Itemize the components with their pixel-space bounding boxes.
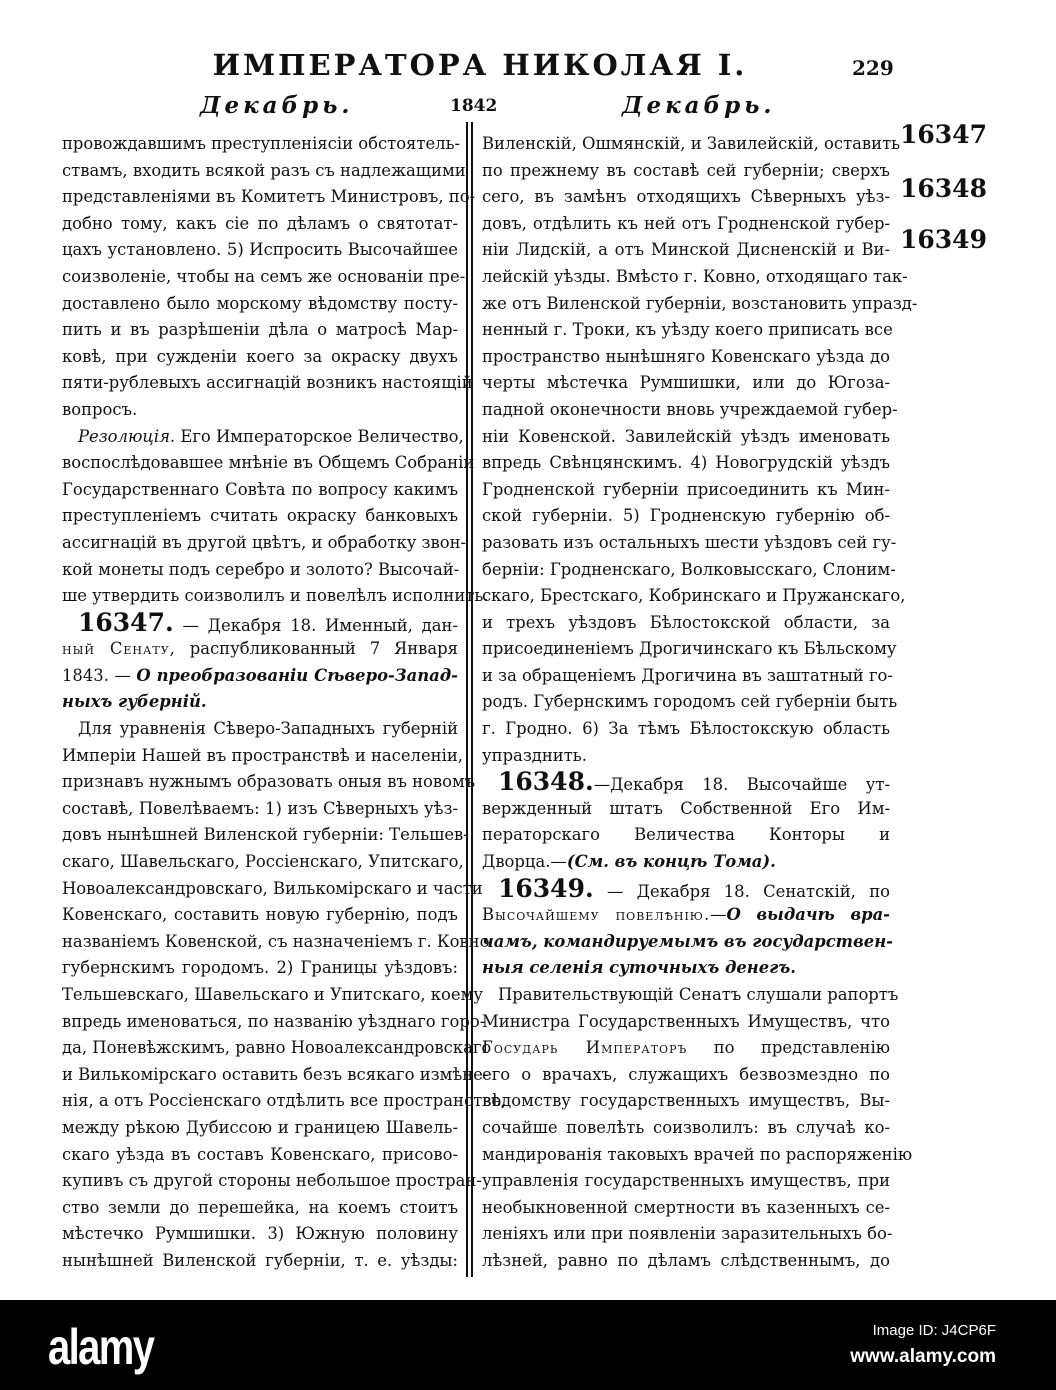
month-left: Декабрь. — [200, 92, 354, 119]
text-line — [62, 1221, 458, 1248]
text-line — [62, 1062, 489, 1089]
month-right: Декабрь. — [622, 92, 776, 119]
running-head-title: ИМПЕРАТОРА НИКОЛАЯ I. — [212, 48, 748, 82]
text-line — [482, 1062, 890, 1089]
margin-number: 16347 — [900, 120, 987, 149]
text-line — [62, 530, 467, 557]
text-segment: цахъ установлено. 5) Испросить Высочайшее — [62, 240, 458, 260]
text-segment: представленіями въ Комитетъ Министровъ, по- — [62, 187, 476, 207]
text-line — [482, 1035, 890, 1062]
text-segment: довъ нынѣшней Виленской губерніи: Тельшев- — [62, 825, 469, 845]
text-segment: Ковенскаго, составить новую губернію, подъ — [62, 905, 458, 925]
text-line — [62, 607, 458, 637]
text-segment: доставлено было морскому вѣдомству посту- — [62, 293, 458, 313]
text-segment: губернскимъ городомъ. 2) Границы уѣздовъ: — [62, 958, 458, 978]
text-segment: вопросъ. — [62, 399, 138, 419]
text-line — [482, 716, 890, 743]
text-line — [62, 424, 464, 451]
text-line — [482, 982, 899, 1009]
text-segment: ство земли до перешейка, на коемъ стоитъ — [62, 1197, 458, 1217]
text-line — [62, 583, 489, 610]
text-line — [482, 583, 906, 610]
text-line — [62, 264, 466, 291]
text-segment: впредь именоваться, по названію уѣзднаго горо- — [62, 1011, 486, 1031]
text-segment: составѣ, Повелѣваемъ: 1) изъ Сѣверныхъ уѣз- — [62, 798, 458, 818]
text-segment: Дворца.— — [482, 852, 567, 872]
text-line — [62, 237, 458, 264]
year: 1842 — [450, 96, 498, 116]
text-segment: же отъ Виленской губерніи, возстановить упразд- — [482, 293, 918, 313]
text-segment: и Вилькомірскаго оставить безъ всякаго измѣне- — [62, 1064, 489, 1084]
text-line — [482, 849, 890, 876]
page-number: 229 — [852, 56, 894, 80]
text-line — [62, 317, 458, 344]
text-segment: кой монеты подъ серебро и золото? Высочай- — [62, 559, 460, 579]
text-segment: купивъ съ другой стороны небольшое простран- — [62, 1171, 482, 1191]
text-segment: и трехъ уѣздовъ Бѣлостокской области, за — [482, 612, 890, 632]
text-segment: мѣстечко Румшишки. 3) Южную половину — [62, 1224, 458, 1244]
text-segment: лейскій уѣзды. Вмѣсто г. Ковно, отходящаго так- — [482, 266, 908, 286]
text-segment: Его Императорское Величество, — [175, 426, 464, 446]
text-segment: сочайше повелѣть соизволилъ: въ случаѣ ко- — [482, 1117, 890, 1137]
text-line — [62, 503, 458, 530]
text-line — [482, 530, 897, 557]
text-segment: — Декабря 18. Именный, дан- — [173, 615, 458, 635]
text-line — [482, 370, 890, 397]
text-line — [482, 610, 890, 637]
text-line — [482, 636, 897, 663]
text-line — [482, 291, 918, 318]
text-line — [62, 902, 458, 929]
text-line — [62, 477, 458, 504]
text-line — [62, 796, 458, 823]
text-segment: скаго, Шавельскаго, Россіенскаго, Упитскаго, — [62, 852, 464, 872]
text-segment: — — [710, 905, 727, 925]
text-line — [482, 424, 890, 451]
text-segment: скаго, Брестскаго, Кобринскаго и Пружанскаго, — [482, 586, 906, 606]
text-segment: ныя селенія суточныхъ денегъ. — [482, 958, 796, 978]
margin-number: 16349 — [900, 225, 987, 254]
watermark-banner — [0, 1300, 1056, 1390]
text-line — [482, 131, 901, 158]
text-line — [482, 796, 890, 823]
alamy-logo: alamy — [48, 1319, 154, 1375]
text-segment: Государственнаго Совѣта по вопросу какимъ — [62, 479, 458, 499]
text-segment: падной оконечности вновь учреждаемой губер- — [482, 399, 898, 419]
decree-number: 16349. — [498, 873, 594, 903]
text-segment: Гродненской губерніи присоединить къ Мин- — [482, 479, 890, 499]
text-segment: необыкновенной смертности въ казенныхъ се- — [482, 1197, 890, 1217]
text-segment: упразднить. — [482, 745, 587, 765]
text-segment: скаго уѣзда въ составъ Ковенскаго, присово- — [62, 1144, 458, 1164]
text-segment: сего, въ замѣнъ отходящихъ Сѣверныхъ уѣз- — [482, 187, 890, 207]
text-line — [482, 503, 890, 530]
text-segment: воспослѣдовавшее мнѣніе въ Общемъ Собраніи — [62, 453, 475, 473]
text-segment: чамъ, командируемымъ въ государствен- — [482, 931, 893, 951]
text-segment: вержденный штатъ Собственной Его Им- — [482, 798, 890, 818]
text-line — [62, 982, 483, 1009]
text-segment: О преобразованіи Сѣверо-Запад- — [136, 665, 458, 685]
text-line — [62, 1009, 486, 1036]
text-segment: г. Гродно. 6) За тѣмъ Бѣлостокскую область — [482, 719, 890, 739]
text-segment: Для уравненія Сѣверо-Западныхъ губерній — [78, 719, 458, 739]
text-segment: черты мѣстечка Румшишки, или до Югоза- — [482, 373, 890, 393]
text-line — [62, 1115, 458, 1142]
text-segment: управленія государственныхъ имуществъ, при — [482, 1171, 890, 1191]
site-url: www.alamy.com — [850, 1346, 996, 1367]
text-segment: ствамъ, входить всякой разъ съ надлежащими — [62, 160, 466, 180]
text-segment: признавъ нужнымъ образовать оныя въ новомъ — [62, 772, 476, 792]
text-segment: 1843. — — [62, 665, 137, 685]
text-segment: —Декабря 18. Высочайше ут- — [593, 775, 890, 795]
text-segment: берніи: Гродненскаго, Волковысскаго, Слоним- — [482, 559, 896, 579]
text-line — [62, 158, 466, 185]
text-line — [482, 317, 893, 344]
text-segment: мандированія таковыхъ врачей по распоряженію — [482, 1144, 913, 1164]
text-segment: Виленскій, Ошмянскій, и Завилейскій, оставить — [482, 134, 901, 153]
text-line — [482, 902, 890, 929]
text-line — [62, 211, 458, 238]
text-line — [482, 822, 890, 849]
text-segment: да, Поневѣжскимъ, равно Новоалександровскаго — [62, 1038, 492, 1058]
text-line — [482, 1088, 890, 1115]
text-line — [62, 184, 476, 211]
decree-number: 16347. — [78, 607, 174, 637]
text-line — [482, 873, 890, 903]
text-segment: лѣзней, равно по дѣламъ слѣдственнымъ, до — [482, 1250, 890, 1270]
text-segment: распубликованный 7 Января — [175, 639, 458, 659]
text-line — [482, 158, 890, 185]
text-line — [482, 264, 908, 291]
text-segment: нынѣшней Виленской губерніи, т. е. уѣзды: — [62, 1250, 458, 1270]
text-line — [482, 689, 898, 716]
text-line — [482, 211, 890, 238]
text-segment: Новоалександровскаго, Вилькомірскаго и части — [62, 878, 483, 898]
text-segment: ныхъ губерній. — [62, 692, 207, 712]
text-line — [62, 291, 458, 318]
text-line — [482, 1168, 890, 1195]
text-segment: ассигнацій въ другой цвѣтъ, и обработку звон- — [62, 532, 467, 552]
text-line — [482, 929, 893, 956]
text-line — [482, 184, 890, 211]
text-line — [62, 370, 473, 397]
text-line — [62, 344, 458, 371]
text-line — [62, 131, 461, 158]
text-line — [62, 849, 464, 876]
text-line — [62, 1142, 458, 1169]
column-divider — [466, 122, 473, 1277]
text-segment: по представленію — [687, 1038, 890, 1058]
text-line — [62, 1195, 458, 1222]
text-segment: между рѣкою Дубиссою и границею Шавель- — [62, 1117, 458, 1137]
text-segment: пяти-рублевыхъ ассигнацій возникъ настоящій — [62, 373, 473, 393]
text-line — [62, 1035, 492, 1062]
text-line — [62, 929, 490, 956]
text-line — [482, 450, 890, 477]
text-line — [482, 237, 890, 264]
text-segment: Имперіи Нашей въ пространствѣ и населеніи, — [62, 745, 463, 765]
text-segment: довъ, отдѣлить къ ней отъ Гродненской губер- — [482, 213, 890, 233]
text-segment: его о врачахъ, служащихъ безвозмездно по — [482, 1064, 890, 1084]
text-segment: ковѣ, при сужденіи коего за окраску двухъ — [62, 346, 458, 366]
text-line — [62, 663, 458, 690]
text-line — [482, 477, 890, 504]
text-segment: Тельшевскаго, Шавельскаго и Упитскаго, коему — [62, 985, 483, 1004]
text-line — [62, 636, 458, 663]
text-segment: присоединеніемъ Дрогичинскаго къ Бѣльскому — [482, 639, 897, 659]
right-column — [482, 131, 918, 1275]
text-segment: ненный г. Троки, къ уѣзду коего приписать все — [482, 320, 893, 340]
text-line — [62, 876, 483, 903]
text-segment: Правительствующій Сенатъ слушали рапортъ — [498, 985, 899, 1004]
text-line — [62, 397, 458, 424]
margin-number: 16348 — [900, 174, 987, 203]
text-line — [482, 663, 893, 690]
text-line — [62, 743, 463, 770]
text-line — [482, 1221, 893, 1248]
text-line — [482, 955, 890, 982]
text-segment: разовать изъ остальныхъ шести уѣздовъ сей гу- — [482, 532, 897, 552]
text-line — [62, 822, 469, 849]
text-line — [482, 397, 898, 424]
text-segment: (См. въ концѣ Тома). — [566, 852, 776, 872]
text-segment: Государь Императоръ — [482, 1038, 688, 1058]
text-line — [62, 955, 458, 982]
text-segment: названіемъ Ковенской, съ назначеніемъ г. Ковно — [62, 931, 490, 951]
text-segment: соизволеніе, чтобы на семъ же основаніи пре- — [62, 266, 466, 286]
image-id: Image ID: J4CP6F — [872, 1322, 996, 1339]
decree-number: 16348. — [498, 767, 594, 797]
text-segment: Высочайшему повелѣнію. — [482, 905, 711, 925]
text-line — [482, 743, 890, 770]
text-line — [62, 1168, 482, 1195]
left-column — [62, 131, 507, 1275]
text-segment: вѣдомству государственныхъ имуществъ, Вы- — [482, 1091, 890, 1111]
text-line — [482, 1248, 890, 1275]
text-segment: пространство нынѣшняго Ковенскаго уѣзда до — [482, 346, 890, 366]
text-segment: и за обращеніемъ Дрогичина въ заштатный го- — [482, 665, 893, 685]
text-segment: ніи Ковенской. Завилейскій уѣздъ именовать — [482, 426, 890, 446]
text-line — [62, 689, 458, 716]
text-line — [482, 769, 890, 796]
text-segment: по прежнему въ составѣ сей губерніи; сверхъ — [482, 160, 890, 180]
text-segment: провождавшимъ преступленіясіи обстоятель- — [62, 134, 461, 153]
text-segment: нія, а отъ Россіенскаго отдѣлить все пространство, — [62, 1091, 507, 1111]
text-segment: Министра Государственныхъ Имуществъ, что — [482, 1011, 890, 1031]
text-line — [482, 1142, 913, 1169]
text-segment: добно тому, какъ сіе по дѣламъ о святотат- — [62, 213, 458, 233]
text-segment: ный Сенату, — [62, 639, 176, 659]
text-line — [62, 769, 476, 796]
text-line — [62, 1248, 458, 1275]
text-segment: родъ. Губернскимъ городомъ сей губерніи быть — [482, 692, 898, 712]
text-segment: ской губерніи. 5) Гродненскую губернію об- — [482, 506, 890, 526]
text-segment: впредь Свѣнцянскимъ. 4) Новогрудскій уѣздъ — [482, 453, 890, 473]
text-segment: пить и въ разрѣшеніи дѣла о матросѣ Мар- — [62, 320, 458, 340]
text-line — [62, 716, 458, 743]
text-line — [482, 344, 890, 371]
text-line — [482, 557, 896, 584]
text-segment: ше утвердить соизволилъ и повелѣлъ исполнить. — [62, 586, 489, 606]
text-line — [482, 1009, 890, 1036]
text-segment: — Декабря 18. Сенатскій, по — [593, 881, 890, 901]
text-segment: ніи Лидскій, а отъ Минской Дисненскій и Ви- — [482, 240, 890, 260]
text-segment: Резолюція. — [78, 426, 176, 446]
text-segment: леніяхъ или при появленіи заразительныхъ бо- — [482, 1224, 893, 1244]
text-segment: ператорскаго Величества Конторы и — [482, 825, 890, 845]
text-segment: О выдачѣ вра- — [726, 905, 890, 925]
text-line — [62, 1088, 507, 1115]
text-line — [482, 1195, 890, 1222]
text-segment: преступленіемъ считать окраску банковыхъ — [62, 506, 458, 526]
text-line — [62, 450, 475, 477]
text-line — [482, 1115, 890, 1142]
text-line — [62, 557, 458, 584]
